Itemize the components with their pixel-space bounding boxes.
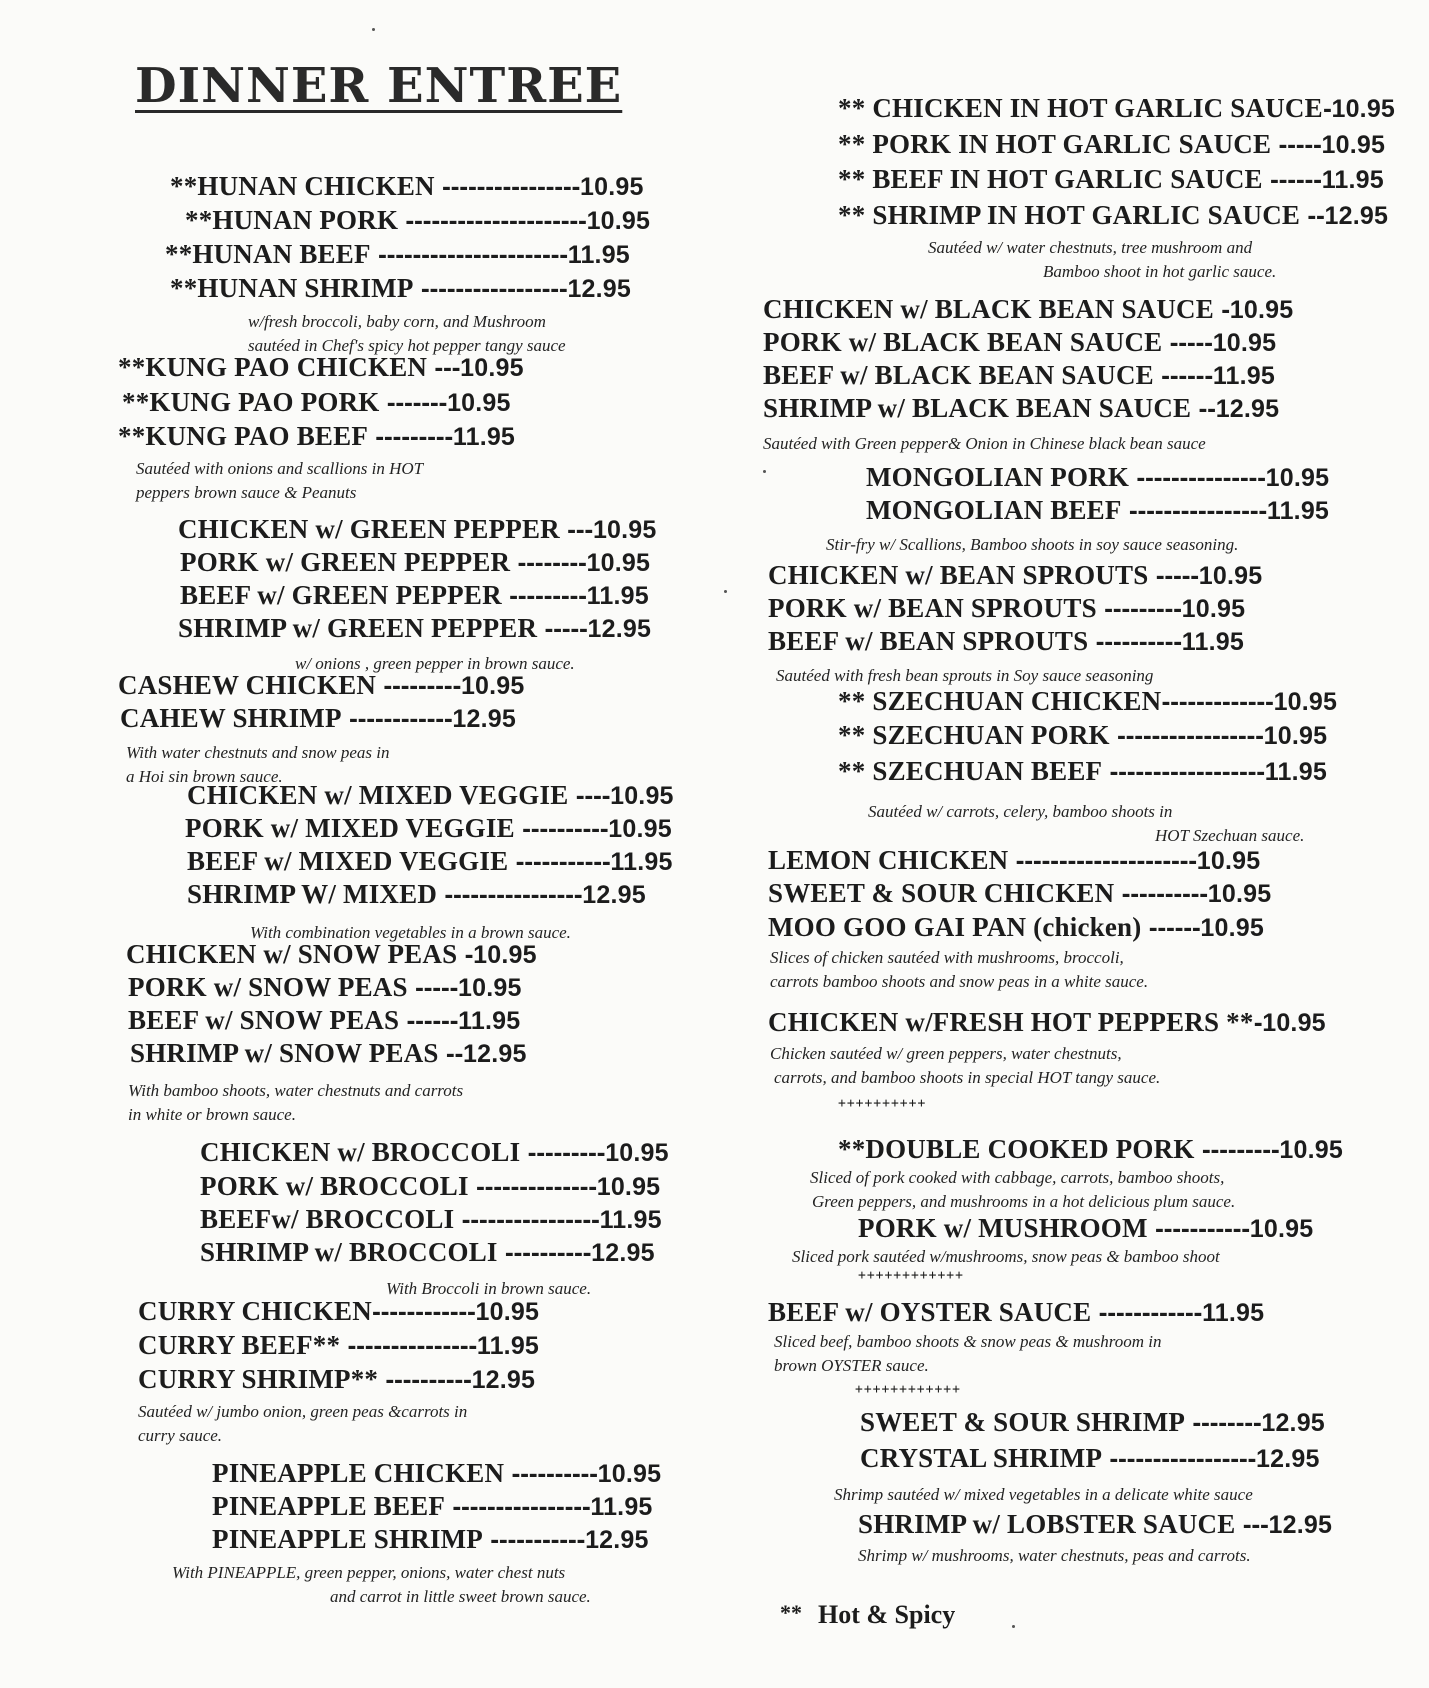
item-description: Shrimp w/ mushrooms, water chestnuts, peas and carrots. bbox=[858, 1546, 1251, 1565]
item-description: and carrot in little sweet brown sauce. bbox=[330, 1587, 591, 1606]
menu-item bbox=[866, 495, 1329, 528]
menu-item bbox=[212, 1524, 649, 1557]
item-price: 10.95 bbox=[610, 782, 674, 810]
item-description: Sautéed with onions and scallions in HOT bbox=[136, 459, 424, 478]
item-description: carrots bamboo shoots and snow peas in a white sauce. bbox=[770, 972, 1149, 991]
item-name: CHICKEN w/FRESH HOT PEPPERS ** bbox=[768, 1007, 1254, 1037]
item-name: PINEAPPLE SHRIMP bbox=[212, 1524, 483, 1554]
item-price: 11.95 bbox=[599, 1206, 662, 1234]
item-name: CAHEW SHRIMP bbox=[120, 703, 342, 733]
menu-item bbox=[126, 939, 537, 972]
menu-item bbox=[838, 686, 1337, 719]
item-leader: --------------- bbox=[340, 1335, 477, 1360]
item-description: Sautéed w/ carrots, celery, bamboo shoots in bbox=[868, 802, 1173, 821]
item-name: CASHEW CHICKEN bbox=[118, 670, 377, 700]
item-leader: ------------- bbox=[1161, 691, 1274, 716]
item-leader: ---------- bbox=[1088, 631, 1182, 656]
item-leader: ---------------- bbox=[1121, 500, 1267, 525]
item-name: **KUNG PAO PORK bbox=[122, 387, 380, 417]
item-price: 11.95 bbox=[452, 423, 516, 451]
item-name: PORK w/ MIXED VEGGIE bbox=[185, 813, 515, 843]
item-price: 10.95 bbox=[597, 1460, 662, 1488]
item-description: Chicken sautéed w/ green peppers, water chestnuts, bbox=[770, 1044, 1122, 1063]
item-price: 10.95 bbox=[1198, 562, 1263, 590]
item-description: Sliced pork sautéed w/mushrooms, snow peas & bamboo shoot bbox=[792, 1247, 1220, 1266]
menu-item bbox=[763, 327, 1276, 360]
item-name: PINEAPPLE CHICKEN bbox=[212, 1458, 505, 1488]
item-price: 10.95 bbox=[460, 672, 525, 700]
item-leader: ------------------ bbox=[1102, 761, 1265, 786]
item-leader: --------------------- bbox=[398, 210, 587, 235]
item-description: Sliced of pork cooked with cabbage, carrots, bamboo shoots, bbox=[810, 1168, 1225, 1187]
menu-item bbox=[165, 239, 630, 272]
item-leader: ----------------- bbox=[1102, 1448, 1257, 1473]
item-leader: ------------ bbox=[341, 708, 453, 733]
item-name: CHICKEN w/ MIXED VEGGIE bbox=[187, 780, 569, 810]
item-leader: ------- bbox=[379, 392, 448, 417]
item-price: 10.95 bbox=[1229, 296, 1294, 324]
item-price: 10.95 bbox=[586, 207, 651, 235]
item-name: SHRIMP w/ SNOW PEAS bbox=[130, 1038, 439, 1068]
menu-item bbox=[118, 670, 525, 703]
menu-item bbox=[120, 703, 516, 736]
item-price: 10.95 bbox=[1265, 464, 1330, 492]
item-name: BEEF w/ MIXED VEGGIE bbox=[187, 846, 509, 876]
item-leader: ------------ bbox=[1091, 1302, 1203, 1327]
item-name: **DOUBLE COOKED PORK bbox=[838, 1134, 1195, 1164]
item-name: **HUNAN BEEF bbox=[165, 239, 371, 269]
item-leader: ----- bbox=[407, 977, 459, 1002]
item-leader: -------------- bbox=[468, 1176, 597, 1201]
item-description: a Hoi sin brown sauce. bbox=[126, 767, 283, 786]
item-price: 10.95 bbox=[1331, 95, 1396, 123]
item-name: BEEF w/ BEAN SPROUTS bbox=[768, 626, 1089, 656]
item-price: 12.95 bbox=[567, 275, 631, 303]
item-leader: ------ bbox=[1141, 917, 1201, 942]
item-price: 10.95 bbox=[1279, 1136, 1343, 1164]
item-description: Stir-fry w/ Scallions, Bamboo shoots in soy sauce seasoning. bbox=[826, 535, 1239, 554]
item-price: 10.95 bbox=[473, 941, 537, 969]
scan-speck bbox=[763, 470, 766, 473]
item-price: 12.95 bbox=[1215, 395, 1280, 423]
item-leader: - bbox=[457, 944, 474, 969]
item-description: Slices of chicken sautéed with mushrooms, broccoli, bbox=[770, 948, 1124, 967]
item-leader: --------- bbox=[520, 1142, 606, 1167]
item-description: HOT Szechuan sauce. bbox=[1155, 826, 1305, 845]
item-name: CHICKEN w/ SNOW PEAS bbox=[126, 939, 458, 969]
menu-item bbox=[187, 846, 673, 879]
item-price: 12.95 bbox=[452, 705, 516, 733]
item-price: 12.95 bbox=[1261, 1409, 1325, 1437]
menu-item bbox=[860, 1443, 1320, 1476]
item-price: 10.95 bbox=[1181, 595, 1246, 623]
item-leader: ----- bbox=[1271, 134, 1322, 159]
menu-item bbox=[768, 626, 1244, 659]
menu-item bbox=[866, 462, 1329, 495]
item-price: 12.95 bbox=[591, 1239, 655, 1267]
item-price: 10.95 bbox=[608, 815, 672, 843]
menu-item bbox=[178, 613, 651, 646]
item-leader: --------- bbox=[376, 675, 461, 700]
menu-item bbox=[200, 1204, 662, 1237]
menu-item bbox=[122, 387, 511, 420]
item-name: MONGOLIAN PORK bbox=[866, 462, 1130, 492]
menu-item bbox=[180, 580, 649, 613]
item-leader: -------- bbox=[1185, 1412, 1262, 1437]
item-name: ** BEEF IN HOT GARLIC SAUCE bbox=[838, 164, 1263, 194]
menu-item bbox=[768, 845, 1260, 878]
item-price: 11.95 bbox=[610, 848, 673, 876]
item-description: Sliced beef, bamboo shoots & snow peas & mushroom in bbox=[774, 1332, 1162, 1351]
item-name: LEMON CHICKEN bbox=[768, 845, 1009, 875]
item-leader: ------ bbox=[399, 1010, 459, 1035]
item-name: **HUNAN CHICKEN bbox=[170, 171, 435, 201]
item-name: BEEF w/ BLACK BEAN SAUCE bbox=[763, 360, 1154, 390]
menu-item bbox=[185, 205, 650, 238]
menu-item bbox=[200, 1171, 660, 1204]
item-leader: ---------- bbox=[378, 1369, 472, 1394]
item-leader: ---------- bbox=[514, 818, 609, 843]
item-leader: -------- bbox=[510, 552, 587, 577]
item-price: 10.95 bbox=[1249, 1215, 1314, 1243]
item-price: 11.95 bbox=[586, 582, 649, 610]
menu-item bbox=[170, 171, 644, 204]
page-title: DINNER ENTREE bbox=[135, 58, 623, 114]
item-name: CRYSTAL SHRIMP bbox=[860, 1443, 1103, 1473]
item-price: 11.95 bbox=[1181, 628, 1244, 656]
item-description: With PINEAPPLE, green pepper, onions, water chest nuts bbox=[172, 1563, 566, 1582]
item-leader: ----------- bbox=[482, 1529, 586, 1554]
item-price: 10.95 bbox=[1273, 688, 1338, 716]
item-price: 10.95 bbox=[475, 1298, 540, 1326]
item-description: w/ onions , green pepper in brown sauce. bbox=[295, 654, 575, 673]
menu-item bbox=[768, 1007, 1326, 1040]
menu-item bbox=[212, 1491, 653, 1524]
item-name: PINEAPPLE BEEF bbox=[212, 1491, 446, 1521]
item-leader: ------------ bbox=[371, 1301, 476, 1326]
item-price: 10.95 bbox=[1200, 914, 1264, 942]
item-description: With water chestnuts and snow peas in bbox=[126, 743, 390, 762]
item-price: 12.95 bbox=[1256, 1445, 1320, 1473]
item-price: 11.95 bbox=[567, 241, 630, 269]
menu-item bbox=[185, 813, 672, 846]
item-price: 11.95 bbox=[590, 1493, 653, 1521]
item-leader: --- bbox=[559, 519, 593, 544]
item-name: PORK w/ BROCCOLI bbox=[200, 1171, 469, 1201]
item-leader: -- bbox=[438, 1043, 464, 1068]
item-price: 10.95 bbox=[586, 549, 651, 577]
item-leader: ----------------- bbox=[1109, 725, 1264, 750]
item-name: BEEF w/ OYSTER SAUCE bbox=[768, 1297, 1092, 1327]
item-name: ** PORK IN HOT GARLIC SAUCE bbox=[838, 129, 1272, 159]
menu-item bbox=[128, 972, 522, 1005]
item-name: CURRY CHICKEN bbox=[138, 1296, 372, 1326]
item-description: Green peppers, and mushrooms in a hot delicious plum sauce. bbox=[812, 1192, 1236, 1211]
item-price: 10.95 bbox=[605, 1139, 669, 1167]
item-description: carrots, and bamboo shoots in special HOT tangy sauce. bbox=[774, 1068, 1161, 1087]
scan-speck bbox=[1012, 1625, 1015, 1628]
item-price: 12.95 bbox=[471, 1366, 536, 1394]
item-leader: ---------------- bbox=[445, 1496, 591, 1521]
menu-item bbox=[838, 93, 1395, 126]
item-leader: ---------------------- bbox=[370, 244, 568, 269]
item-leader: ---- bbox=[568, 785, 611, 810]
menu-item bbox=[118, 352, 524, 385]
item-price: 10.95 bbox=[580, 173, 644, 201]
item-name: PORK w/ BLACK BEAN SAUCE bbox=[763, 327, 1163, 357]
item-leader: - bbox=[1213, 299, 1230, 324]
item-name: ** CHICKEN IN HOT GARLIC SAUCE bbox=[838, 93, 1323, 123]
menu-item bbox=[180, 547, 650, 580]
scan-speck bbox=[372, 28, 375, 31]
item-name: PORK w/ MUSHROOM bbox=[858, 1213, 1148, 1243]
item-description: Sautéed w/ jumbo onion, green peas &carrots in bbox=[138, 1402, 468, 1421]
item-description: Sautéed with fresh bean sprouts in Soy sauce seasoning bbox=[776, 666, 1154, 685]
menu-item bbox=[838, 164, 1384, 197]
menu-item bbox=[768, 878, 1271, 911]
menu-item bbox=[763, 393, 1279, 426]
item-price: 10.95 bbox=[596, 1173, 661, 1201]
item-price: 11.95 bbox=[1266, 497, 1330, 525]
menu-item bbox=[838, 756, 1327, 789]
item-name: PORK w/ BEAN SPROUTS bbox=[768, 593, 1097, 623]
item-name: SHRIMP w/ BROCCOLI bbox=[200, 1237, 498, 1267]
menu-item bbox=[200, 1137, 669, 1170]
menu-item bbox=[763, 294, 1293, 327]
item-leader: ----------------- bbox=[413, 278, 568, 303]
item-name: PORK w/ GREEN PEPPER bbox=[180, 547, 511, 577]
item-price: 10.95 bbox=[458, 974, 522, 1002]
scan-speck bbox=[724, 590, 727, 593]
item-leader: ---------------- bbox=[437, 884, 583, 909]
item-name: MOO GOO GAI PAN (chicken) bbox=[768, 912, 1142, 942]
item-leader: ------ bbox=[1153, 365, 1213, 390]
item-price: 11.95 bbox=[1321, 166, 1384, 194]
menu-item bbox=[768, 593, 1245, 626]
item-description: curry sauce. bbox=[138, 1426, 223, 1445]
menu-item bbox=[763, 360, 1275, 393]
menu-item bbox=[138, 1296, 539, 1329]
item-name: PORK w/ SNOW PEAS bbox=[128, 972, 408, 1002]
item-price: 10.95 bbox=[1207, 880, 1272, 908]
item-price: 10.95 bbox=[1262, 1009, 1326, 1037]
item-leader: ---------- bbox=[497, 1242, 592, 1267]
item-leader: --------- bbox=[501, 585, 587, 610]
item-name: SWEET & SOUR SHRIMP bbox=[860, 1407, 1186, 1437]
item-name: CHICKEN w/ BLACK BEAN SAUCE bbox=[763, 294, 1214, 324]
item-description: With Broccoli in brown sauce. bbox=[386, 1279, 592, 1298]
menu-item bbox=[187, 879, 646, 912]
item-description: With combination vegetables in a brown sauce. bbox=[250, 923, 571, 942]
item-description: brown OYSTER sauce. bbox=[774, 1356, 929, 1375]
menu-item bbox=[858, 1213, 1313, 1246]
item-description: Bamboo shoot in hot garlic sauce. bbox=[1043, 262, 1277, 281]
item-price: 10.95 bbox=[1263, 722, 1328, 750]
menu-item bbox=[838, 1134, 1343, 1167]
menu-item bbox=[178, 514, 657, 547]
item-name: BEEF w/ SNOW PEAS bbox=[128, 1005, 400, 1035]
item-name: SWEET & SOUR CHICKEN bbox=[768, 878, 1115, 908]
item-leader: ----- bbox=[1162, 332, 1213, 357]
item-leader: --------------- bbox=[1129, 467, 1266, 492]
menu-item bbox=[768, 560, 1262, 593]
item-name: ** SZECHUAN BEEF bbox=[838, 756, 1103, 786]
item-leader: ---------------- bbox=[434, 176, 581, 201]
menu-item bbox=[838, 200, 1388, 233]
menu-item bbox=[138, 1364, 535, 1397]
item-description: Sautéed with Green pepper& Onion in Chinese black bean sauce bbox=[763, 434, 1206, 453]
item-leader: --- bbox=[427, 357, 461, 382]
item-description: w/fresh broccoli, baby corn, and Mushroom bbox=[248, 312, 546, 331]
item-price: 12.95 bbox=[587, 615, 652, 643]
item-leader: - bbox=[1322, 98, 1332, 123]
menu-item bbox=[838, 129, 1385, 162]
item-name: CURRY BEEF** bbox=[138, 1330, 341, 1360]
item-name: ** SZECHUAN CHICKEN bbox=[838, 686, 1162, 716]
item-leader: ----------- bbox=[1147, 1218, 1250, 1243]
item-leader: ------ bbox=[1262, 169, 1322, 194]
item-price: 11.95 bbox=[458, 1007, 521, 1035]
item-description: peppers brown sauce & Peanuts bbox=[136, 483, 357, 502]
menu-item bbox=[858, 1509, 1332, 1542]
item-leader: ----------- bbox=[508, 851, 611, 876]
item-price: 10.95 bbox=[1321, 131, 1386, 159]
item-leader: - bbox=[1253, 1012, 1263, 1037]
item-name: SHRIMP w/ LOBSTER SAUCE bbox=[858, 1509, 1236, 1539]
item-price: 10.95 bbox=[447, 389, 511, 417]
menu-item bbox=[768, 1297, 1264, 1330]
section-separator: ++++++++++++ bbox=[855, 1382, 961, 1397]
item-name: CURRY SHRIMP** bbox=[138, 1364, 379, 1394]
item-price: 12.95 bbox=[585, 1526, 649, 1554]
item-name: SHRIMP w/ BLACK BEAN SAUCE bbox=[763, 393, 1192, 423]
item-name: **HUNAN SHRIMP bbox=[170, 273, 414, 303]
item-price: 10.95 bbox=[1212, 329, 1277, 357]
item-leader: --------- bbox=[1096, 598, 1182, 623]
item-price: 10.95 bbox=[1196, 847, 1261, 875]
item-name: **KUNG PAO BEEF bbox=[118, 421, 369, 451]
item-name: BEEF w/ GREEN PEPPER bbox=[180, 580, 502, 610]
item-description: in white or brown sauce. bbox=[128, 1105, 296, 1124]
item-name: SHRIMP w/ GREEN PEPPER bbox=[178, 613, 538, 643]
item-price: 12.95 bbox=[1324, 202, 1389, 230]
menu-item bbox=[212, 1458, 661, 1491]
item-leader: ---------- bbox=[1114, 883, 1208, 908]
item-price: 10.95 bbox=[460, 354, 524, 382]
item-name: ** SZECHUAN PORK bbox=[838, 720, 1110, 750]
item-price: 12.95 bbox=[1268, 1511, 1333, 1539]
menu-item bbox=[860, 1407, 1325, 1440]
item-name: ** SHRIMP IN HOT GARLIC SAUCE bbox=[838, 200, 1301, 230]
item-name: **HUNAN PORK bbox=[185, 205, 399, 235]
item-price: 12.95 bbox=[582, 881, 646, 909]
item-leader: --------- bbox=[368, 426, 453, 451]
item-description: With bamboo shoots, water chestnuts and carrots bbox=[128, 1081, 464, 1100]
section-separator: ++++++++++ bbox=[838, 1096, 927, 1111]
item-leader: ----- bbox=[537, 618, 588, 643]
item-price: 11.95 bbox=[1212, 362, 1276, 390]
menu-item bbox=[138, 1330, 539, 1363]
item-name: **KUNG PAO CHICKEN bbox=[118, 352, 428, 382]
menu-item bbox=[130, 1038, 527, 1071]
item-description: Sautéed w/ water chestnuts, tree mushroom and bbox=[928, 238, 1253, 257]
item-leader: -- bbox=[1300, 205, 1325, 230]
menu-item bbox=[128, 1005, 520, 1038]
item-name: CHICKEN w/ BEAN SPROUTS bbox=[768, 560, 1149, 590]
item-leader: -- bbox=[1191, 398, 1216, 423]
menu-item bbox=[200, 1237, 655, 1270]
item-leader: ----- bbox=[1148, 565, 1199, 590]
item-name: CHICKEN w/ BROCCOLI bbox=[200, 1137, 521, 1167]
item-name: CHICKEN w/ GREEN PEPPER bbox=[178, 514, 560, 544]
item-name: SHRIMP W/ MIXED bbox=[187, 879, 438, 909]
item-price: 11.95 bbox=[1202, 1299, 1265, 1327]
item-leader: --------- bbox=[1194, 1139, 1280, 1164]
item-price: 11.95 bbox=[1264, 758, 1327, 786]
item-leader: --- bbox=[1235, 1514, 1269, 1539]
item-leader: --------------------- bbox=[1008, 850, 1197, 875]
item-price: 11.95 bbox=[476, 1332, 540, 1360]
section-separator: ++++++++++++ bbox=[858, 1268, 964, 1283]
menu-item bbox=[838, 720, 1327, 753]
item-name: BEEFw/ BROCCOLI bbox=[200, 1204, 455, 1234]
legend bbox=[780, 1600, 955, 1630]
item-leader: ---------- bbox=[504, 1463, 598, 1488]
item-leader: ---------------- bbox=[454, 1209, 600, 1234]
item-description: Shrimp sautéed w/ mixed vegetables in a delicate white sauce bbox=[834, 1485, 1253, 1504]
legend-text: Hot & Spicy bbox=[818, 1600, 956, 1629]
item-price: 12.95 bbox=[463, 1040, 527, 1068]
menu-item bbox=[170, 273, 631, 306]
item-name: MONGOLIAN BEEF bbox=[866, 495, 1122, 525]
legend-mark: ** bbox=[780, 1600, 802, 1625]
menu-item bbox=[187, 780, 674, 813]
item-description: sautéed in Chef's spicy hot pepper tangy sauce bbox=[248, 336, 566, 355]
item-price: 10.95 bbox=[592, 516, 657, 544]
menu-item bbox=[768, 912, 1264, 945]
menu-item bbox=[118, 421, 515, 454]
